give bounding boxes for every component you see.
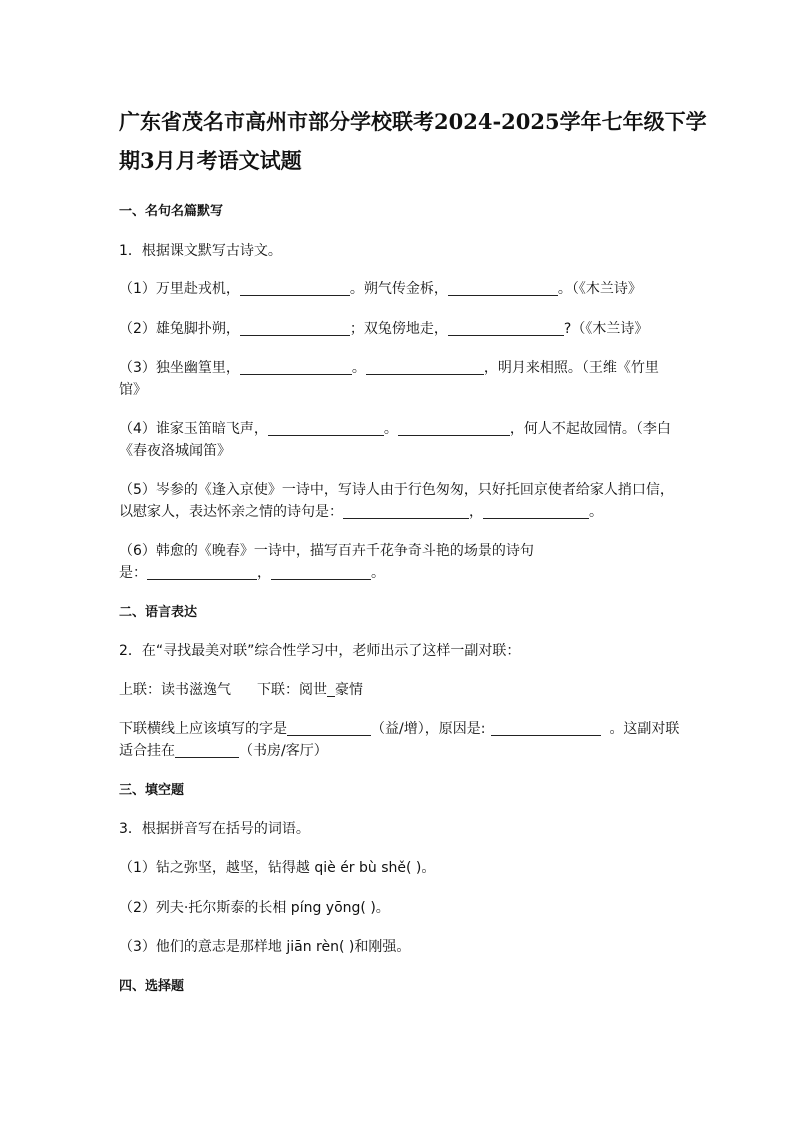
question-1-item-4: [119, 418, 671, 438]
answer-blank[interactable]: [240, 321, 350, 336]
item-text: 是：: [119, 565, 147, 581]
answer-blank[interactable]: [483, 504, 589, 519]
item-text: 。: [383, 421, 398, 437]
item-text: （益/增），原因是:: [371, 721, 486, 737]
answer-blank[interactable]: [175, 743, 239, 758]
item-text: （书房/客厅）: [239, 743, 328, 759]
question-1-stem: 1．根据课文默写古诗文。: [119, 243, 282, 259]
answer-blank[interactable]: [240, 360, 352, 375]
answer-blank[interactable]: [327, 682, 335, 697]
section-heading-1: 一、名句名篇默写: [119, 204, 224, 219]
answer-blank[interactable]: [398, 421, 510, 436]
question-3-item-3: （3）他们的意志是那样地 jiān rèn( )和刚强。: [119, 939, 411, 955]
item-text: 下联横线上应该填写的字是: [119, 721, 287, 737]
section-heading-2: 二、语言表达: [119, 605, 198, 620]
section-heading-3: 三、填空题: [119, 783, 185, 798]
couplet-line: [119, 679, 363, 699]
item-text: 适合挂在: [119, 743, 175, 759]
question-3-stem: 3．根据拼音写在括号的词语。: [119, 821, 310, 837]
item-text: 。这副对联: [609, 721, 680, 737]
item-text: （2）雄兔脚扑朔，: [119, 321, 240, 337]
answer-blank[interactable]: [448, 321, 564, 336]
section-heading-4: 四、选择题: [119, 979, 185, 994]
question-1-item-4-cont: 《春夜洛城闻笛》: [119, 443, 231, 459]
question-1-item-3: [119, 357, 659, 377]
question-1-item-5: （5）岑参的《逢入京使》一诗中，写诗人由于行色匆匆，只好托回京使者给家人捎口信，: [119, 482, 674, 498]
item-text: 。（《木兰诗》: [557, 281, 642, 297]
item-text: 。: [351, 360, 366, 376]
answer-blank[interactable]: [271, 565, 371, 580]
item-text: ，何人不起故园情。（李白: [509, 421, 671, 437]
couplet-lower-end: 豪情: [335, 682, 363, 698]
item-text: 以慰家人，表达怀亲之情的诗句是：: [119, 504, 343, 520]
item-text: ，明月来相照。（王维《竹里: [483, 360, 659, 376]
item-text: ?（《木兰诗》: [563, 321, 649, 337]
item-text: （4）谁家玉笛暗飞声，: [119, 421, 268, 437]
question-3-item-1: （1）钻之弥坚，越坚，钻得越 qiè ér bù shě( )。: [119, 860, 436, 876]
doc-title-line2: 期3月月考语文试题: [119, 148, 302, 173]
item-text: 。: [371, 565, 385, 581]
item-text: ，: [469, 504, 483, 520]
answer-blank[interactable]: [491, 721, 601, 736]
item-text: ，: [257, 565, 271, 581]
answer-blank[interactable]: [366, 360, 484, 375]
question-1-item-2: [119, 318, 648, 338]
answer-blank[interactable]: [343, 504, 469, 519]
answer-blank[interactable]: [448, 281, 558, 296]
answer-blank[interactable]: [147, 565, 257, 580]
question-1-item-6-cont: [119, 562, 385, 582]
question-2-ask: [119, 718, 679, 738]
item-text: （3）独坐幽篁里，: [119, 360, 240, 376]
question-1-item-1: [119, 278, 642, 298]
question-2-stem: 2．在“寻找最美对联”综合性学习中，老师出示了这样一副对联：: [119, 643, 521, 659]
item-text: 。: [589, 504, 603, 520]
couplet-upper: 上联：读书滋逸气: [119, 682, 231, 698]
question-1-item-5-cont: [119, 501, 603, 521]
question-2-ask-cont: [119, 740, 328, 760]
answer-blank[interactable]: [240, 281, 350, 296]
question-1-item-6: （6）韩愈的《晚春》一诗中，描写百卉千花争奇斗艳的场景的诗句: [119, 543, 534, 559]
couplet-lower: 下联：阅世: [257, 682, 327, 698]
question-1-item-3-cont: 馆》: [119, 382, 147, 398]
item-text: 。朔气传金柝，: [349, 281, 448, 297]
item-text: （1）万里赴戎机，: [119, 281, 240, 297]
question-3-item-2: （2）列夫·托尔斯泰的长相 píng yōng( )。: [119, 900, 390, 916]
answer-blank[interactable]: [268, 421, 384, 436]
answer-blank[interactable]: [287, 721, 371, 736]
doc-title-line1: 广东省茂名市高州市部分学校联考2024-2025学年七年级下学: [119, 109, 707, 134]
item-text: ；双兔傍地走，: [349, 321, 448, 337]
